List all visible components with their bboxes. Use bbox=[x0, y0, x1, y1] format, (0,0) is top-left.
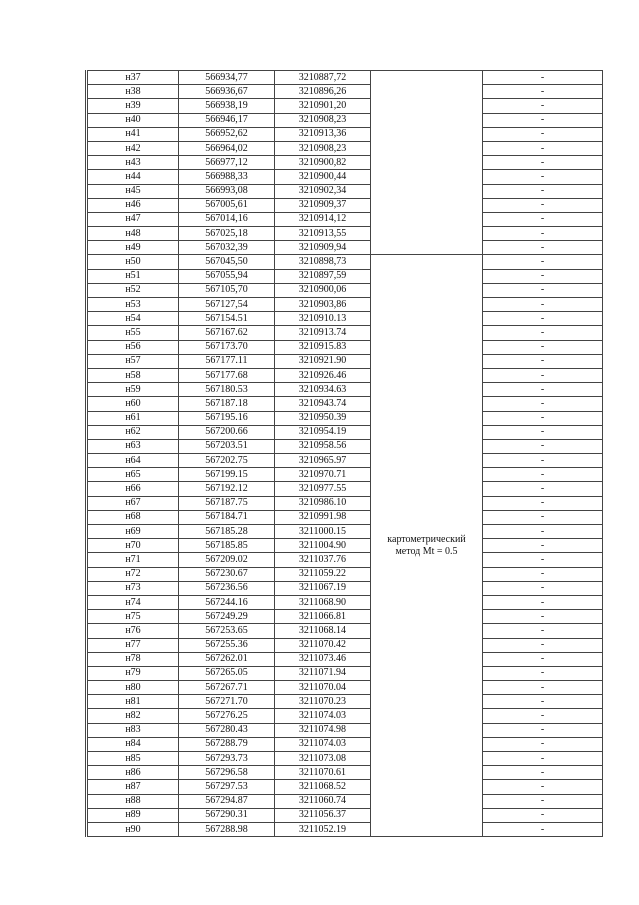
dash-cell: - bbox=[483, 255, 603, 269]
table-row bbox=[87, 794, 603, 808]
dash-cell: - bbox=[483, 539, 603, 553]
y-coordinate-cell: 3211068.14 bbox=[275, 624, 371, 638]
y-coordinate-cell: 3210901,20 bbox=[275, 99, 371, 113]
point-name-cell: н74 bbox=[87, 595, 179, 609]
x-coordinate-cell: 567293.73 bbox=[179, 752, 275, 766]
x-coordinate-cell: 567055,94 bbox=[179, 269, 275, 283]
table-row bbox=[87, 312, 603, 326]
table-row bbox=[87, 227, 603, 241]
dash-cell: - bbox=[483, 71, 603, 85]
dash-cell: - bbox=[483, 624, 603, 638]
y-coordinate-cell: 3210965.97 bbox=[275, 454, 371, 468]
point-name-cell: н85 bbox=[87, 752, 179, 766]
x-coordinate-cell: 567177.68 bbox=[179, 368, 275, 382]
x-coordinate-cell: 567105,70 bbox=[179, 283, 275, 297]
point-name-cell: н59 bbox=[87, 383, 179, 397]
dash-cell: - bbox=[483, 425, 603, 439]
point-name-cell: н76 bbox=[87, 624, 179, 638]
dash-cell: - bbox=[483, 227, 603, 241]
x-coordinate-cell: 567262.01 bbox=[179, 652, 275, 666]
dash-cell: - bbox=[483, 567, 603, 581]
x-coordinate-cell: 567180.53 bbox=[179, 383, 275, 397]
dash-cell: - bbox=[483, 113, 603, 127]
table-row bbox=[87, 354, 603, 368]
y-coordinate-cell: 3211037.76 bbox=[275, 553, 371, 567]
y-coordinate-cell: 3210900,06 bbox=[275, 283, 371, 297]
table-row bbox=[87, 170, 603, 184]
dash-cell: - bbox=[483, 383, 603, 397]
table-row bbox=[87, 624, 603, 638]
point-name-cell: н63 bbox=[87, 439, 179, 453]
dash-cell: - bbox=[483, 638, 603, 652]
point-name-cell: н62 bbox=[87, 425, 179, 439]
table-row bbox=[87, 652, 603, 666]
table-row bbox=[87, 482, 603, 496]
y-coordinate-cell: 3210914,12 bbox=[275, 212, 371, 226]
point-name-cell: н57 bbox=[87, 354, 179, 368]
table-row bbox=[87, 752, 603, 766]
x-coordinate-cell: 567184.71 bbox=[179, 510, 275, 524]
y-coordinate-cell: 3210950.39 bbox=[275, 411, 371, 425]
point-name-cell: н84 bbox=[87, 737, 179, 751]
y-coordinate-cell: 3210909,37 bbox=[275, 198, 371, 212]
point-name-cell: н61 bbox=[87, 411, 179, 425]
dash-cell: - bbox=[483, 156, 603, 170]
x-coordinate-cell: 567267.71 bbox=[179, 681, 275, 695]
table-row bbox=[87, 737, 603, 751]
y-coordinate-cell: 3210913,36 bbox=[275, 127, 371, 141]
table-row bbox=[87, 567, 603, 581]
x-coordinate-cell: 566964,02 bbox=[179, 141, 275, 155]
table-row bbox=[87, 553, 603, 567]
point-name-cell: н51 bbox=[87, 269, 179, 283]
point-name-cell: н54 bbox=[87, 312, 179, 326]
table-row bbox=[87, 808, 603, 822]
x-coordinate-cell: 567200.66 bbox=[179, 425, 275, 439]
table-row bbox=[87, 666, 603, 680]
table-row bbox=[87, 269, 603, 283]
point-name-cell: н39 bbox=[87, 99, 179, 113]
y-coordinate-cell: 3211060.74 bbox=[275, 794, 371, 808]
point-name-cell: н55 bbox=[87, 326, 179, 340]
y-coordinate-cell: 3210921.90 bbox=[275, 354, 371, 368]
point-name-cell: н81 bbox=[87, 695, 179, 709]
x-coordinate-cell: 567167.62 bbox=[179, 326, 275, 340]
x-coordinate-cell: 567154.51 bbox=[179, 312, 275, 326]
y-coordinate-cell: 3211074.03 bbox=[275, 737, 371, 751]
table-row bbox=[87, 454, 603, 468]
point-name-cell: н60 bbox=[87, 397, 179, 411]
coordinates-table-body bbox=[87, 71, 603, 837]
x-coordinate-cell: 567195.16 bbox=[179, 411, 275, 425]
y-coordinate-cell: 3211070.42 bbox=[275, 638, 371, 652]
x-coordinate-cell: 567005,61 bbox=[179, 198, 275, 212]
table-row bbox=[87, 368, 603, 382]
x-coordinate-cell: 567290.31 bbox=[179, 808, 275, 822]
y-coordinate-cell: 3210897,59 bbox=[275, 269, 371, 283]
point-name-cell: н44 bbox=[87, 170, 179, 184]
dash-cell: - bbox=[483, 695, 603, 709]
dash-cell: - bbox=[483, 482, 603, 496]
table-row bbox=[87, 822, 603, 836]
x-coordinate-cell: 567249.29 bbox=[179, 610, 275, 624]
y-coordinate-cell: 3211074.03 bbox=[275, 709, 371, 723]
x-coordinate-cell: 567127,54 bbox=[179, 298, 275, 312]
dash-cell: - bbox=[483, 595, 603, 609]
x-coordinate-cell: 567187.75 bbox=[179, 496, 275, 510]
point-name-cell: н38 bbox=[87, 85, 179, 99]
table-row bbox=[87, 298, 603, 312]
x-coordinate-cell: 567187.18 bbox=[179, 397, 275, 411]
x-coordinate-cell: 567236.56 bbox=[179, 581, 275, 595]
point-name-cell: н42 bbox=[87, 141, 179, 155]
table-row bbox=[87, 439, 603, 453]
point-name-cell: н46 bbox=[87, 198, 179, 212]
y-coordinate-cell: 3210958.56 bbox=[275, 439, 371, 453]
y-coordinate-cell: 3210913,55 bbox=[275, 227, 371, 241]
point-name-cell: н90 bbox=[87, 822, 179, 836]
table-row bbox=[87, 695, 603, 709]
dash-cell: - bbox=[483, 752, 603, 766]
y-coordinate-cell: 3211073.08 bbox=[275, 752, 371, 766]
dash-cell: - bbox=[483, 581, 603, 595]
table-row bbox=[87, 411, 603, 425]
table-row bbox=[87, 85, 603, 99]
table-row bbox=[87, 539, 603, 553]
dash-cell: - bbox=[483, 510, 603, 524]
x-coordinate-cell: 566936,67 bbox=[179, 85, 275, 99]
y-coordinate-cell: 3210913.74 bbox=[275, 326, 371, 340]
x-coordinate-cell: 567173.70 bbox=[179, 340, 275, 354]
point-name-cell: н72 bbox=[87, 567, 179, 581]
x-coordinate-cell: 566993,08 bbox=[179, 184, 275, 198]
dash-cell: - bbox=[483, 439, 603, 453]
y-coordinate-cell: 3211004.90 bbox=[275, 539, 371, 553]
point-name-cell: н58 bbox=[87, 368, 179, 382]
x-coordinate-cell: 567192.12 bbox=[179, 482, 275, 496]
x-coordinate-cell: 566946,17 bbox=[179, 113, 275, 127]
point-name-cell: н69 bbox=[87, 525, 179, 539]
x-coordinate-cell: 567209.02 bbox=[179, 553, 275, 567]
dash-cell: - bbox=[483, 808, 603, 822]
table-row bbox=[87, 397, 603, 411]
table-row bbox=[87, 383, 603, 397]
x-coordinate-cell: 566952,62 bbox=[179, 127, 275, 141]
y-coordinate-cell: 3210887,72 bbox=[275, 71, 371, 85]
point-name-cell: н67 bbox=[87, 496, 179, 510]
point-name-cell: н88 bbox=[87, 794, 179, 808]
dash-cell: - bbox=[483, 652, 603, 666]
table-row bbox=[87, 340, 603, 354]
x-coordinate-cell: 567280.43 bbox=[179, 723, 275, 737]
y-coordinate-cell: 3211067.19 bbox=[275, 581, 371, 595]
dash-cell: - bbox=[483, 170, 603, 184]
y-coordinate-cell: 3210926.46 bbox=[275, 368, 371, 382]
coordinates-table bbox=[85, 70, 603, 837]
x-coordinate-cell: 567230.67 bbox=[179, 567, 275, 581]
y-coordinate-cell: 3211068.52 bbox=[275, 780, 371, 794]
table-row bbox=[87, 595, 603, 609]
x-coordinate-cell: 566938,19 bbox=[179, 99, 275, 113]
x-coordinate-cell: 567288.98 bbox=[179, 822, 275, 836]
x-coordinate-cell: 567253.65 bbox=[179, 624, 275, 638]
y-coordinate-cell: 3211071.94 bbox=[275, 666, 371, 680]
y-coordinate-cell: 3211070.61 bbox=[275, 766, 371, 780]
x-coordinate-cell: 567255.36 bbox=[179, 638, 275, 652]
y-coordinate-cell: 3210991.98 bbox=[275, 510, 371, 524]
dash-cell: - bbox=[483, 99, 603, 113]
y-coordinate-cell: 3210910.13 bbox=[275, 312, 371, 326]
y-coordinate-cell: 3211066.81 bbox=[275, 610, 371, 624]
dash-cell: - bbox=[483, 766, 603, 780]
table-row bbox=[87, 113, 603, 127]
dash-cell: - bbox=[483, 198, 603, 212]
y-coordinate-cell: 3210900,44 bbox=[275, 170, 371, 184]
x-coordinate-cell: 567265.05 bbox=[179, 666, 275, 680]
x-coordinate-cell: 567045,50 bbox=[179, 255, 275, 269]
dash-cell: - bbox=[483, 723, 603, 737]
y-coordinate-cell: 3210943.74 bbox=[275, 397, 371, 411]
table-row bbox=[87, 198, 603, 212]
y-coordinate-cell: 3210934.63 bbox=[275, 383, 371, 397]
point-name-cell: н86 bbox=[87, 766, 179, 780]
x-coordinate-cell: 567271.70 bbox=[179, 695, 275, 709]
y-coordinate-cell: 3210986.10 bbox=[275, 496, 371, 510]
table-row bbox=[87, 241, 603, 255]
x-coordinate-cell: 567199.15 bbox=[179, 468, 275, 482]
x-coordinate-cell: 567185.85 bbox=[179, 539, 275, 553]
y-coordinate-cell: 3210900,82 bbox=[275, 156, 371, 170]
dash-cell: - bbox=[483, 141, 603, 155]
x-coordinate-cell: 566977,12 bbox=[179, 156, 275, 170]
point-name-cell: н37 bbox=[87, 71, 179, 85]
point-name-cell: н73 bbox=[87, 581, 179, 595]
table-row bbox=[87, 326, 603, 340]
table-row bbox=[87, 510, 603, 524]
dash-cell: - bbox=[483, 397, 603, 411]
dash-cell: - bbox=[483, 737, 603, 751]
y-coordinate-cell: 3211052.19 bbox=[275, 822, 371, 836]
dash-cell: - bbox=[483, 283, 603, 297]
dash-cell: - bbox=[483, 411, 603, 425]
x-coordinate-cell: 567203.51 bbox=[179, 439, 275, 453]
point-name-cell: н48 bbox=[87, 227, 179, 241]
point-name-cell: н64 bbox=[87, 454, 179, 468]
table-row bbox=[87, 780, 603, 794]
dash-cell: - bbox=[483, 822, 603, 836]
x-coordinate-cell: 567177.11 bbox=[179, 354, 275, 368]
table-row bbox=[87, 156, 603, 170]
table-row bbox=[87, 709, 603, 723]
point-name-cell: н68 bbox=[87, 510, 179, 524]
method-cell: картометрический метод Mt = 0.5 bbox=[371, 255, 483, 837]
dash-cell: - bbox=[483, 85, 603, 99]
method-cell-upper bbox=[371, 71, 483, 255]
point-name-cell: н83 bbox=[87, 723, 179, 737]
dash-cell: - bbox=[483, 681, 603, 695]
point-name-cell: н43 bbox=[87, 156, 179, 170]
point-name-cell: н80 bbox=[87, 681, 179, 695]
x-coordinate-cell: 567296.58 bbox=[179, 766, 275, 780]
table-row bbox=[87, 581, 603, 595]
point-name-cell: н89 bbox=[87, 808, 179, 822]
table-row bbox=[87, 610, 603, 624]
dash-cell: - bbox=[483, 326, 603, 340]
y-coordinate-cell: 3211000.15 bbox=[275, 525, 371, 539]
y-coordinate-cell: 3210898,73 bbox=[275, 255, 371, 269]
y-coordinate-cell: 3211059.22 bbox=[275, 567, 371, 581]
y-coordinate-cell: 3210970.71 bbox=[275, 468, 371, 482]
table-row bbox=[87, 255, 603, 269]
y-coordinate-cell: 3211070.23 bbox=[275, 695, 371, 709]
x-coordinate-cell: 567185.28 bbox=[179, 525, 275, 539]
y-coordinate-cell: 3210903,86 bbox=[275, 298, 371, 312]
y-coordinate-cell: 3210954.19 bbox=[275, 425, 371, 439]
point-name-cell: н70 bbox=[87, 539, 179, 553]
y-coordinate-cell: 3211073.46 bbox=[275, 652, 371, 666]
y-coordinate-cell: 3210908,23 bbox=[275, 141, 371, 155]
point-name-cell: н40 bbox=[87, 113, 179, 127]
point-name-cell: н77 bbox=[87, 638, 179, 652]
x-coordinate-cell: 567297.53 bbox=[179, 780, 275, 794]
y-coordinate-cell: 3210908,23 bbox=[275, 113, 371, 127]
dash-cell: - bbox=[483, 525, 603, 539]
table-row bbox=[87, 283, 603, 297]
point-name-cell: н79 bbox=[87, 666, 179, 680]
dash-cell: - bbox=[483, 553, 603, 567]
x-coordinate-cell: 567032,39 bbox=[179, 241, 275, 255]
dash-cell: - bbox=[483, 212, 603, 226]
table-row bbox=[87, 766, 603, 780]
point-name-cell: н50 bbox=[87, 255, 179, 269]
point-name-cell: н52 bbox=[87, 283, 179, 297]
dash-cell: - bbox=[483, 454, 603, 468]
point-name-cell: н82 bbox=[87, 709, 179, 723]
x-coordinate-cell: 567014,16 bbox=[179, 212, 275, 226]
y-coordinate-cell: 3211056.37 bbox=[275, 808, 371, 822]
point-name-cell: н66 bbox=[87, 482, 179, 496]
point-name-cell: н45 bbox=[87, 184, 179, 198]
point-name-cell: н53 bbox=[87, 298, 179, 312]
y-coordinate-cell: 3210909,94 bbox=[275, 241, 371, 255]
y-coordinate-cell: 3210977.55 bbox=[275, 482, 371, 496]
y-coordinate-cell: 3210902,34 bbox=[275, 184, 371, 198]
table-row bbox=[87, 468, 603, 482]
point-name-cell: н47 bbox=[87, 212, 179, 226]
dash-cell: - bbox=[483, 794, 603, 808]
table-row bbox=[87, 212, 603, 226]
y-coordinate-cell: 3211070.04 bbox=[275, 681, 371, 695]
point-name-cell: н75 bbox=[87, 610, 179, 624]
point-name-cell: н65 bbox=[87, 468, 179, 482]
dash-cell: - bbox=[483, 127, 603, 141]
table-row bbox=[87, 638, 603, 652]
x-coordinate-cell: 566934,77 bbox=[179, 71, 275, 85]
y-coordinate-cell: 3210915.83 bbox=[275, 340, 371, 354]
x-coordinate-cell: 567025,18 bbox=[179, 227, 275, 241]
x-coordinate-cell: 567276.25 bbox=[179, 709, 275, 723]
table-row bbox=[87, 681, 603, 695]
dash-cell: - bbox=[483, 340, 603, 354]
table-row bbox=[87, 71, 603, 85]
table-row bbox=[87, 184, 603, 198]
dash-cell: - bbox=[483, 241, 603, 255]
table-row bbox=[87, 425, 603, 439]
x-coordinate-cell: 567294.87 bbox=[179, 794, 275, 808]
table-row bbox=[87, 496, 603, 510]
dash-cell: - bbox=[483, 610, 603, 624]
point-name-cell: н71 bbox=[87, 553, 179, 567]
point-name-cell: н56 bbox=[87, 340, 179, 354]
point-name-cell: н41 bbox=[87, 127, 179, 141]
dash-cell: - bbox=[483, 666, 603, 680]
dash-cell: - bbox=[483, 312, 603, 326]
y-coordinate-cell: 3210896,26 bbox=[275, 85, 371, 99]
dash-cell: - bbox=[483, 468, 603, 482]
table-row bbox=[87, 141, 603, 155]
x-coordinate-cell: 567202.75 bbox=[179, 454, 275, 468]
dash-cell: - bbox=[483, 709, 603, 723]
table-row bbox=[87, 127, 603, 141]
dash-cell: - bbox=[483, 496, 603, 510]
x-coordinate-cell: 567288.79 bbox=[179, 737, 275, 751]
table-row bbox=[87, 99, 603, 113]
dash-cell: - bbox=[483, 298, 603, 312]
dash-cell: - bbox=[483, 780, 603, 794]
dash-cell: - bbox=[483, 269, 603, 283]
x-coordinate-cell: 567244.16 bbox=[179, 595, 275, 609]
point-name-cell: н87 bbox=[87, 780, 179, 794]
y-coordinate-cell: 3211068.90 bbox=[275, 595, 371, 609]
point-name-cell: н49 bbox=[87, 241, 179, 255]
dash-cell: - bbox=[483, 184, 603, 198]
y-coordinate-cell: 3211074.98 bbox=[275, 723, 371, 737]
table-row bbox=[87, 525, 603, 539]
dash-cell: - bbox=[483, 368, 603, 382]
table-row bbox=[87, 723, 603, 737]
x-coordinate-cell: 566988,33 bbox=[179, 170, 275, 184]
point-name-cell: н78 bbox=[87, 652, 179, 666]
dash-cell: - bbox=[483, 354, 603, 368]
